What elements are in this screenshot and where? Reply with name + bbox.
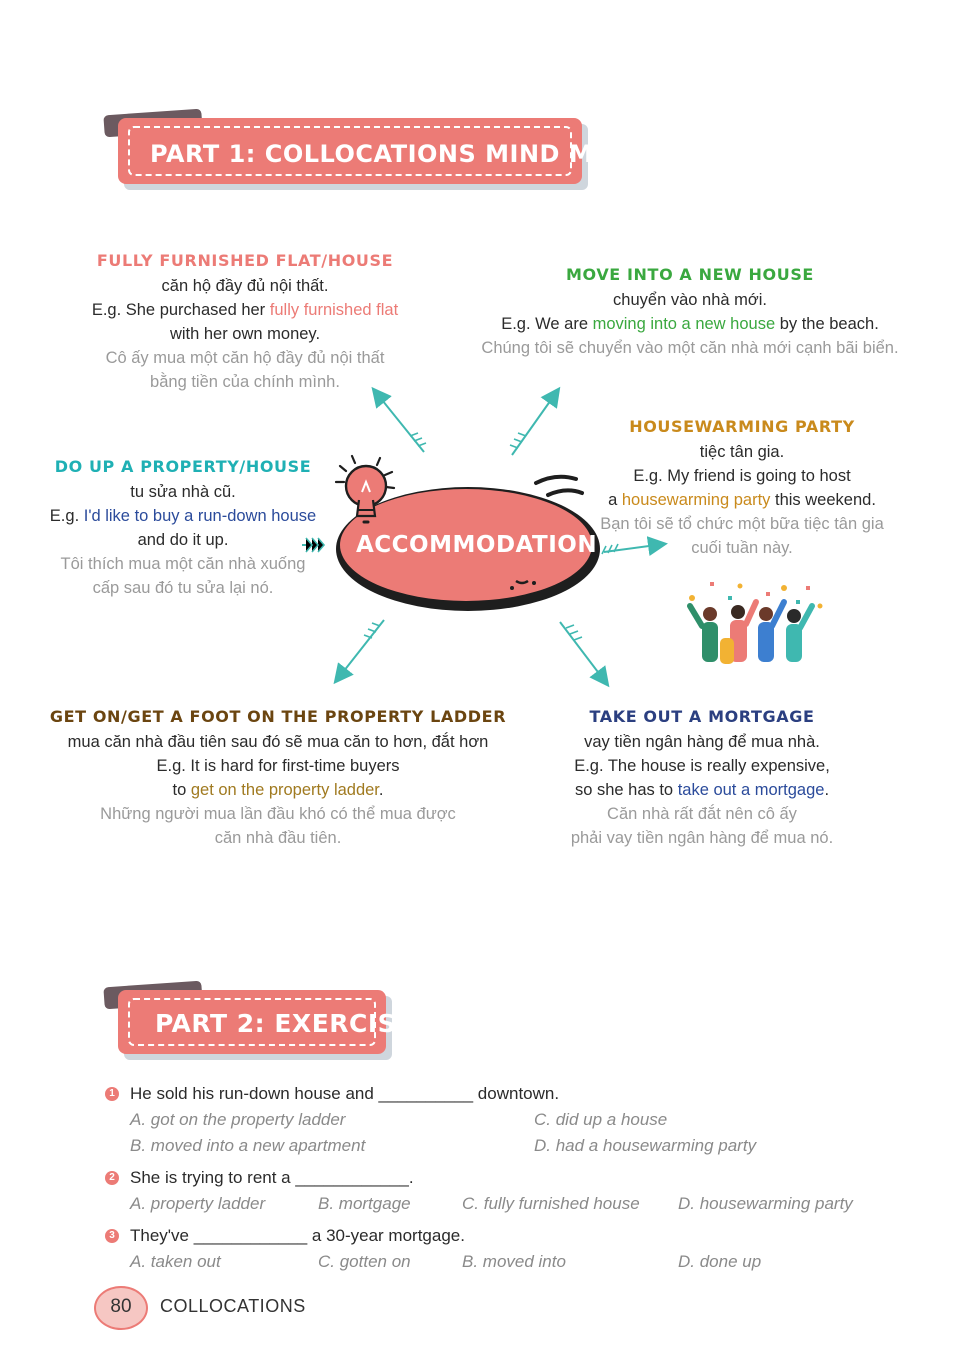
collocation-highlight: get on the property ladder xyxy=(190,781,379,799)
collocation-highlight: moving into a new house xyxy=(592,315,776,333)
node-housewarming xyxy=(582,414,902,560)
question-3-option-c[interactable]: C. gotten on xyxy=(318,1252,411,1271)
node-example: E.g. We are moving into a new house by the beach. xyxy=(501,315,879,333)
node-title: MOVE INTO A NEW HOUSE xyxy=(566,265,814,284)
node-translation: Những người mua lần đầu khó có thể mua được xyxy=(100,805,456,823)
question-1-option-a[interactable]: A. got on the property ladder xyxy=(130,1110,346,1129)
question-3-option-a[interactable]: A. taken out xyxy=(130,1252,221,1271)
node-mortgage xyxy=(552,704,852,850)
center-label: ACCOMMODATION xyxy=(356,532,598,558)
arrow-to-move xyxy=(512,390,558,455)
question-1-option-b[interactable]: B. moved into a new apartment xyxy=(130,1136,366,1155)
node-translation: cấp sau đó tu sửa lại nó. xyxy=(92,579,274,597)
node-translation: bằng tiền của chính mình. xyxy=(150,373,340,391)
question-2-option-c[interactable]: C. fully furnished house xyxy=(462,1194,640,1213)
node-example-cont: a housewarming party this weekend. xyxy=(608,491,876,509)
part2-banner xyxy=(100,970,414,1062)
question-2-option-b[interactable]: B. mortgage xyxy=(318,1194,411,1213)
collocation-highlight: fully furnished flat xyxy=(269,301,399,319)
question-3-text: They've ____________ a 30-year mortgage. xyxy=(130,1226,465,1245)
part1-title: PART 1: COLLOCATIONS MIND MAP xyxy=(150,140,631,168)
collocation-highlight: I'd like to buy a run-down house xyxy=(83,507,317,525)
node-example: E.g. She purchased her fully furnished flat xyxy=(91,301,399,319)
node-property-ladder xyxy=(48,704,508,850)
node-fully-furnished xyxy=(80,248,410,394)
node-title: HOUSEWARMING PARTY xyxy=(629,417,855,436)
node-title: DO UP A PROPERTY/HOUSE xyxy=(54,457,312,476)
question-number-badge: 2 xyxy=(105,1171,119,1185)
node-title: GET ON/GET A FOOT ON THE PROPERTY LADDER xyxy=(49,707,507,726)
question-2-option-a[interactable]: A. property ladder xyxy=(130,1194,266,1213)
arrow-to-furnished xyxy=(374,390,424,452)
question-1-text: He sold his run-down house and __________ downtown. xyxy=(130,1084,560,1103)
node-example: E.g. I'd like to buy a run-down house xyxy=(49,507,317,525)
lightbulb-icon xyxy=(334,452,400,532)
node-example-cont: so she has to take out a mortgage. xyxy=(574,781,830,799)
node-example: E.g. My friend is going to host xyxy=(633,467,851,485)
node-translation: Tôi thích mua một căn nhà xuống xyxy=(60,555,306,573)
question-1-option-c[interactable]: C. did up a house xyxy=(534,1110,668,1129)
node-translation: phải vay tiền ngân hàng để mua nó. xyxy=(570,829,834,847)
question-number-badge: 3 xyxy=(105,1229,119,1243)
node-translation: Căn nhà rất đắt nên cô ấy xyxy=(607,805,797,823)
question-2-text: She is trying to rent a ____________. xyxy=(130,1168,414,1187)
node-title: FULLY FURNISHED FLAT/HOUSE xyxy=(96,251,394,270)
node-example-cont: to get on the property ladder. xyxy=(172,781,384,799)
node-example: E.g. It is hard for first-time buyers xyxy=(156,757,400,775)
node-example-cont: with her own money. xyxy=(169,325,321,343)
node-translation: cuối tuần này. xyxy=(691,539,793,557)
footer-section-label: COLLOCATIONS xyxy=(160,1296,306,1316)
part2-title: PART 2: EXERCISE xyxy=(155,1009,414,1038)
node-example: E.g. The house is really expensive, xyxy=(574,757,830,775)
question-3-option-d[interactable]: D. done up xyxy=(678,1252,762,1271)
node-translation: Chúng tôi sẽ chuyển vào một căn nhà mới cạnh bãi biển. xyxy=(481,339,899,357)
node-meaning: tu sửa nhà cũ. xyxy=(130,483,236,501)
node-example-cont: and do it up. xyxy=(137,531,229,549)
page-number: 80 xyxy=(110,1296,132,1317)
collocation-highlight: housewarming party xyxy=(621,491,771,509)
node-translation: Bạn tôi sẽ tổ chức một bữa tiệc tân gia xyxy=(600,515,884,533)
node-do-up xyxy=(38,454,328,600)
node-move-into xyxy=(470,262,910,360)
question-3-option-b[interactable]: B. moved into xyxy=(462,1252,566,1271)
question-number-badge: 1 xyxy=(105,1087,119,1101)
node-meaning: căn hộ đầy đủ nội thất. xyxy=(161,277,329,295)
node-meaning: vay tiền ngân hàng để mua nhà. xyxy=(584,733,820,751)
node-meaning: mua căn nhà đầu tiên sau đó sẽ mua căn to hơn, đắt hơn xyxy=(67,733,489,751)
party-people-illustration xyxy=(680,578,830,670)
node-meaning: chuyển vào nhà mới. xyxy=(613,291,767,309)
question-1-option-d[interactable]: D. had a housewarming party xyxy=(534,1136,757,1155)
collocation-highlight: take out a mortgage xyxy=(677,781,825,799)
node-title: TAKE OUT A MORTGAGE xyxy=(589,707,815,726)
node-meaning: tiệc tân gia. xyxy=(699,443,785,461)
question-2-option-d[interactable]: D. housewarming party xyxy=(678,1194,853,1213)
node-translation: căn nhà đầu tiên. xyxy=(214,829,342,847)
node-translation: Cô ấy mua một căn hộ đầy đủ nội thất xyxy=(105,349,385,367)
